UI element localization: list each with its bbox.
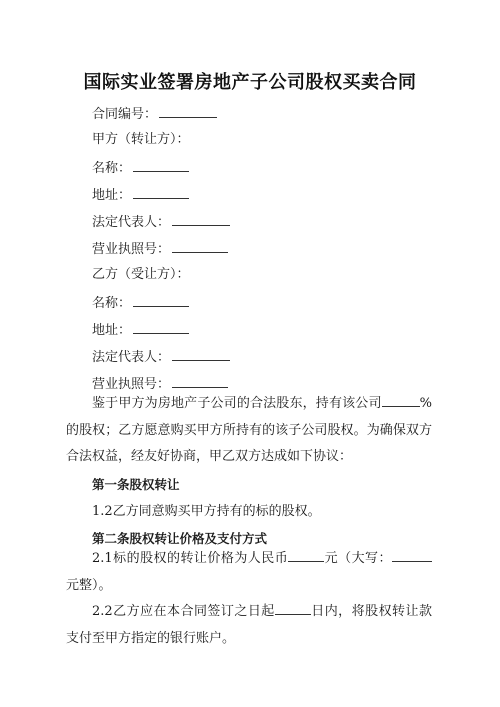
share-percent-blank [382, 394, 420, 407]
article-2-heading: 第二条股权转让价格及支付方式 [92, 531, 268, 546]
party-b-heading: 乙方（受让方）： [92, 267, 190, 282]
party-a-license-blank [172, 239, 228, 253]
clause-2-1-text-c: 元整）。 [66, 577, 112, 593]
price-blank [288, 549, 324, 562]
clause-2-2-text-b: 日内，将股权转让款支付至甲方指定的银行账户。 [66, 604, 432, 646]
party-a-name-blank [133, 158, 189, 172]
contract-number-label: 合同编号： [92, 107, 158, 122]
clause-1-2: 1.2乙方同意购买甲方持有的标的股权。 [92, 504, 321, 519]
party-b-address-label: 地址： [92, 323, 132, 338]
preamble-text-1: 鉴于甲方为房地产子公司的合法股东，持有该公司 [92, 396, 382, 411]
party-a-rep-label: 法定代表人： [92, 215, 171, 230]
payment-days-blank [275, 602, 311, 615]
party-b-rep-row [92, 347, 230, 367]
party-a-license-label: 营业执照号： [92, 242, 171, 257]
clause-2-1-text-b: 元（大写： [324, 551, 392, 566]
contract-number-blank [159, 104, 217, 118]
party-b-address-blank [133, 320, 189, 334]
preamble-paragraph [66, 391, 432, 471]
article-1-heading: 第一条股权转让 [92, 477, 180, 492]
party-b-name-row [92, 293, 189, 313]
clause-2-1 [66, 546, 432, 599]
clause-2-2 [66, 599, 432, 652]
party-b-rep-label: 法定代表人： [92, 350, 171, 365]
preamble-text-2: %的股权；乙方愿意购买甲方所持有的该子公司股权。为确保双方合法权益，经友好协商，甲乙双方达成如下协议： [66, 396, 432, 464]
party-a-rep-row [92, 212, 230, 232]
party-b-name-label: 名称： [92, 296, 132, 311]
party-b-license-label: 营业执照号： [92, 377, 171, 392]
party-a-address-row [92, 185, 189, 205]
party-b-rep-blank [172, 347, 230, 361]
party-b-address-row [92, 320, 189, 340]
party-b-license-blank [172, 374, 228, 388]
price-words-blank [392, 549, 432, 562]
contract-number-row [92, 104, 217, 124]
party-b-name-blank [133, 293, 189, 307]
party-a-name-label: 名称： [92, 161, 132, 176]
document-title: 国际实业签署房地产子公司股权买卖合同 [83, 72, 417, 93]
clause-2-1-text-a: 2.1标的股权的转让价格为人民币 [92, 551, 289, 566]
party-a-address-blank [133, 185, 189, 199]
party-a-address-label: 地址： [92, 188, 132, 203]
party-a-license-row [92, 239, 228, 259]
party-a-rep-blank [172, 212, 230, 226]
clause-2-2-text-a: 2.2乙方应在本合同签订之日起 [92, 604, 275, 619]
party-a-heading: 甲方（转让方）： [92, 132, 190, 147]
party-a-name-row [92, 158, 189, 178]
